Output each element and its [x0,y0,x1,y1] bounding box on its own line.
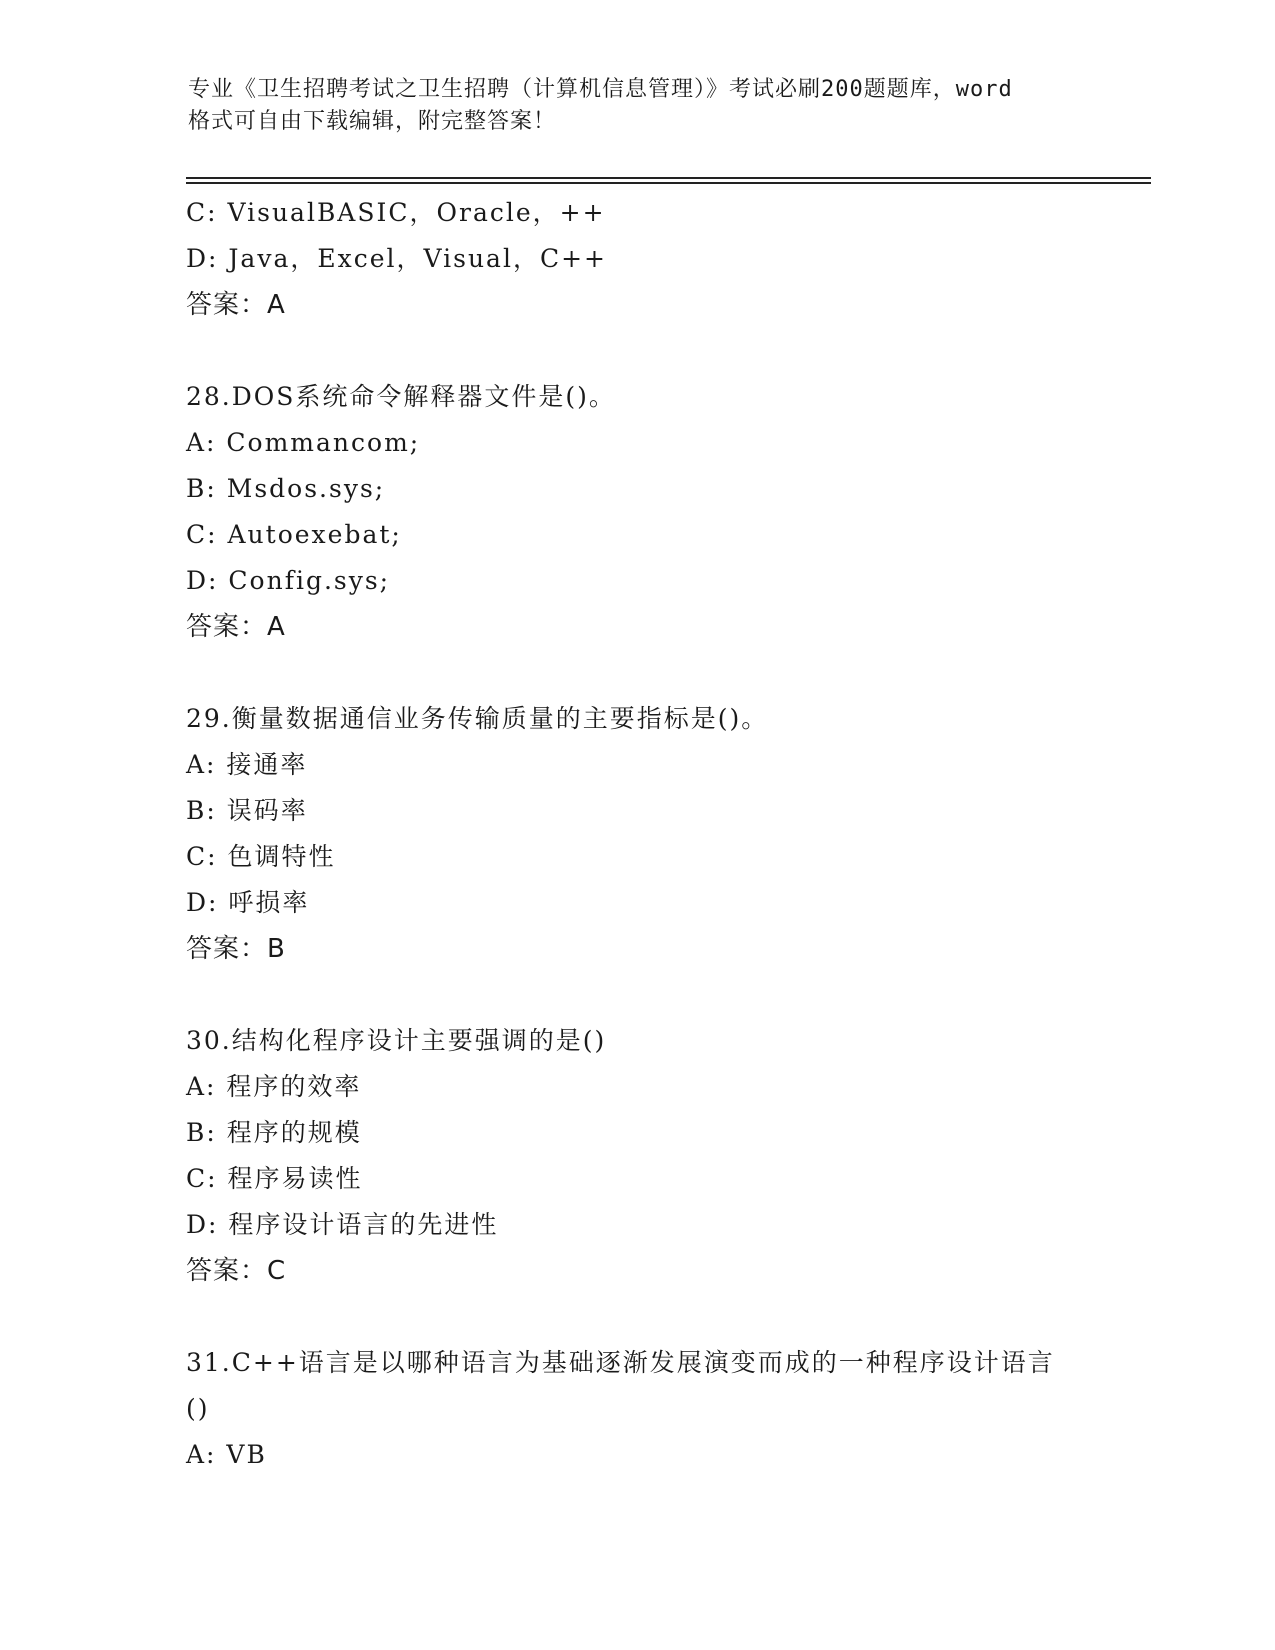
option-d: D: 程序设计语言的先进性 [186,1210,499,1239]
option-c: C: 色调特性 [186,842,336,871]
question-stem: 29.衡量数据通信业务传输质量的主要指标是()。 [186,704,769,733]
option-c: C: Autoexebat; [186,520,402,549]
answer-label: 答案：A [186,290,286,320]
option-b: B: Msdos.sys; [186,474,386,503]
spacer [186,1294,1086,1340]
question-stem: 28.DOS系统命令解释器文件是()。 [186,382,616,411]
spacer [186,650,1086,696]
option-a: A: 程序的效率 [186,1072,362,1101]
question-block-28 [186,374,1086,650]
answer-label: 答案：B [186,934,286,964]
option-b: B: 误码率 [186,796,308,825]
option-d: D: 呼损率 [186,888,310,917]
header-divider-bottom [186,182,1151,184]
option-c: C: 程序易读性 [186,1164,363,1193]
header-title-line-1: 专业《卫生招聘考试之卫生招聘（计算机信息管理）》考试必刷200题题库，word [188,77,1013,102]
answer-label: 答案：C [186,1256,287,1286]
question-block-31 [186,1340,1086,1478]
header-divider-top [186,177,1151,179]
option-c: C: VisualBASIC，Oracle，++ [186,198,606,227]
header-title-line-2: 格式可自由下载编辑，附完整答案！ [188,109,557,134]
answer-label: 答案：A [186,612,286,642]
question-block-30 [186,1018,1086,1294]
option-a: A: 接通率 [186,750,308,779]
option-d: D: Config.sys; [186,566,391,595]
option-b: B: 程序的规模 [186,1118,362,1147]
spacer [186,972,1086,1018]
option-a: A: VB [186,1440,267,1469]
spacer [186,328,1086,374]
question-stem: 30.结构化程序设计主要强调的是() [186,1026,607,1055]
question-block-29 [186,696,1086,972]
question-block-27 [186,190,1086,328]
question-stem: 31.C++语言是以哪种语言为基础逐渐发展演变而成的一种程序设计语言() [186,1348,1055,1423]
question-list [186,190,1086,1478]
option-d: D: Java，Excel，Visual，C++ [186,244,607,273]
document-header [188,74,1088,138]
option-a: A: Commancom; [186,428,421,457]
